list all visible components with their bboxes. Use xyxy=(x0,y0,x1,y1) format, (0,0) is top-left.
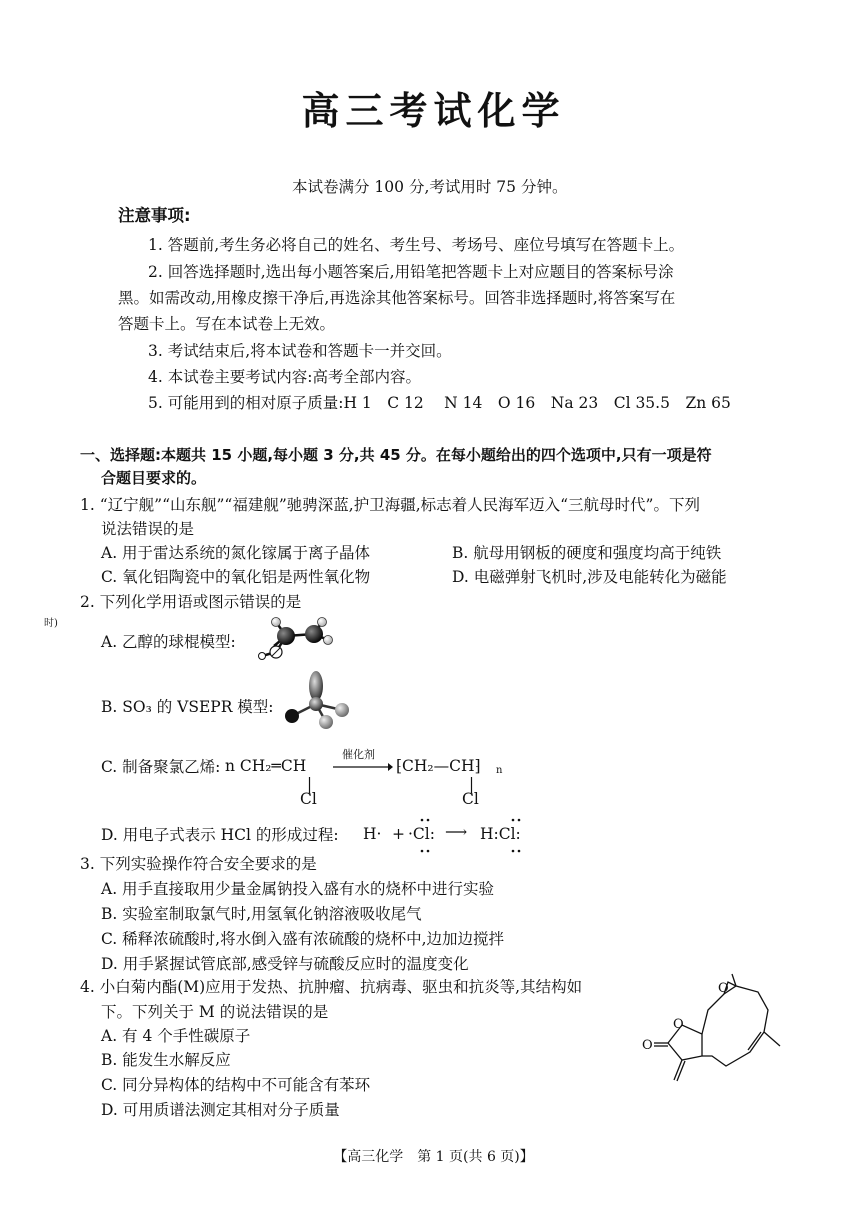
o-atom xyxy=(319,715,333,729)
notice-4: 4. 本试卷主要考试内容:高考全部内容。 xyxy=(148,368,421,386)
q3-option-d: D. 用手紧握试管底部,感受锌与硫酸反应时的温度变化 xyxy=(101,955,469,973)
q1-option-b: B. 航母用钢板的硬度和强度均高于纯铁 xyxy=(452,544,722,562)
q2-option-c: C. 制备聚氯乙烯: xyxy=(101,758,221,776)
carbonyl-oxygen: O xyxy=(642,1038,653,1053)
margin-mark: 时) xyxy=(44,618,58,629)
page-footer: 【高三化学 第 1 页(共 6 页)】 xyxy=(333,1149,534,1165)
pvc-n: n xyxy=(496,765,503,776)
q4-stem-cont: 下。下列关于 M 的说法错误的是 xyxy=(101,1003,329,1021)
q1-stem: 1. “辽宁舰”“山东舰”“福建舰”驰骋深蓝,护卫海疆,标志着人民海军迈入“三航母时代”。下列 xyxy=(80,496,700,514)
q4-option-a: A. 有 4 个手性碳原子 xyxy=(101,1027,251,1045)
exam-info: 本试卷满分 100 分,考试用时 75 分钟。 xyxy=(292,178,568,196)
plus-sign: + xyxy=(392,825,405,843)
q2-option-b: B. SO₃ 的 VSEPR 模型: xyxy=(101,698,274,716)
s-atom xyxy=(309,697,323,711)
q1-option-a: A. 用于雷达系统的氮化镓属于离子晶体 xyxy=(101,544,371,562)
parthenolide-structure xyxy=(640,970,800,1100)
q4-option-b: B. 能发生水解反应 xyxy=(101,1051,231,1069)
reaction-arrow xyxy=(333,762,393,772)
o-atom xyxy=(335,703,349,717)
q1-stem-cont: 说法错误的是 xyxy=(101,520,195,538)
h-atom xyxy=(259,653,266,660)
pvc-unit: ⁅CH₂—CH⁆ xyxy=(396,757,481,775)
c-atom xyxy=(305,625,323,643)
vinyl-chloride: n CH₂═CH xyxy=(225,757,307,775)
h-radical: H· xyxy=(363,825,382,843)
lone-pair-lobe xyxy=(309,671,323,701)
q3-stem: 3. 下列实验操作符合安全要求的是 xyxy=(80,855,317,873)
q1-option-c: C. 氧化铝陶瓷中的氧化铝是两性氧化物 xyxy=(101,568,371,586)
ethanol-ball-stick-model xyxy=(248,614,338,664)
c-atom xyxy=(277,627,295,645)
section-heading: 一、选择题:本题共 15 小题,每小题 3 分,共 45 分。在每小题给出的四个选项中,只有一项是符 xyxy=(80,446,712,464)
h-atom xyxy=(272,618,281,627)
lactone-oxygen: O xyxy=(673,1017,684,1032)
q4-option-d: D. 可用质谱法测定其相对分子质量 xyxy=(101,1101,340,1119)
vinyl-cl: Cl xyxy=(300,790,317,808)
formation-arrow: ⟶ xyxy=(445,823,468,841)
o-atom xyxy=(285,709,299,723)
q3-option-a: A. 用手直接取用少量金属钠投入盛有水的烧杯中进行实验 xyxy=(101,880,495,898)
electron-dots xyxy=(415,818,535,854)
notice-5: 5. 可能用到的相对原子质量:H 1 C 12 N 14 O 16 Na 23 Cl 35.5 Zn 65 xyxy=(148,394,731,412)
q3-option-c: C. 稀释浓硫酸时,将水倒入盛有浓硫酸的烧杯中,边加边搅拌 xyxy=(101,930,505,948)
notice-1: 1. 答题前,考生务必将自己的姓名、考生号、考场号、座位号填写在答题卡上。 xyxy=(148,236,685,254)
section-heading-cont: 合题目要求的。 xyxy=(101,469,207,487)
q2-option-d: D. 用电子式表示 HCl 的形成过程: xyxy=(101,826,339,844)
q2-option-a: A. 乙醇的球棍模型: xyxy=(101,633,236,651)
notice-2-cont2: 答题卡上。写在本试卷上无效。 xyxy=(118,315,336,333)
hcl-dot-structure: H:Cl: xyxy=(480,825,521,843)
q4-option-c: C. 同分异构体的结构中不可能含有苯环 xyxy=(101,1076,371,1094)
notice-2: 2. 回答选择题时,选出每小题答案后,用铅笔把答题卡上对应题目的答案标号涂 xyxy=(148,263,674,281)
q3-option-b: B. 实验室制取氯气时,用氢氧化钠溶液吸收尾气 xyxy=(101,905,422,923)
cl-radical: ·Cl: xyxy=(408,825,435,843)
q2-stem: 2. 下列化学用语或图示错误的是 xyxy=(80,593,302,611)
h-atom xyxy=(318,618,327,627)
notice-3: 3. 考试结束后,将本试卷和答题卡一并交回。 xyxy=(148,342,452,360)
notice-heading: 注意事项: xyxy=(118,206,191,225)
page-title: 高三考试化学 xyxy=(301,89,566,133)
h-atom xyxy=(324,636,333,645)
q1-option-d: D. 电磁弹射飞机时,涉及电能转化为磁能 xyxy=(452,568,727,586)
notice-2-cont: 黑。如需改动,用橡皮擦干净后,再选涂其他答案标号。回答非选择题时,将答案写在 xyxy=(118,289,676,307)
catalyst-label: 催化剂 xyxy=(342,748,375,761)
so3-vsepr-model xyxy=(280,668,360,730)
q4-stem: 4. 小白菊内酯(M)应用于发热、抗肿瘤、抗病毒、驱虫和抗炎等,其结构如 xyxy=(80,978,583,996)
pvc-cl: Cl xyxy=(462,790,479,808)
epoxide-oxygen: O xyxy=(718,981,729,996)
